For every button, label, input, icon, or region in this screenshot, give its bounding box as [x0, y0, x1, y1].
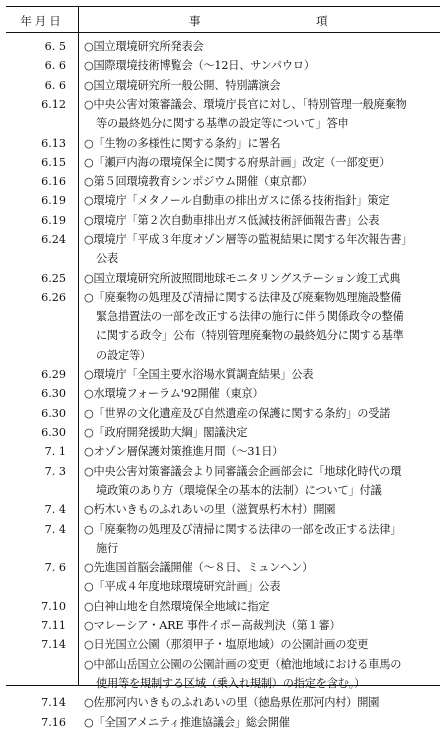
table-row — [6, 172, 440, 191]
table-row — [6, 37, 440, 56]
table-header — [6, 7, 440, 33]
row-date: 6. 6 — [44, 78, 66, 92]
row-event-text: ○日光国立公園（那須甲子・塩原地域）の公園計画の変更 — [84, 638, 369, 652]
table-row — [6, 56, 440, 75]
row-event-text: ○環境庁「平成３年度オゾン層等の監視結果に関する年次報告書」 — [84, 233, 413, 246]
chronology-table — [6, 6, 440, 729]
row-date: 7. 6 — [44, 561, 66, 575]
row-event-text: ○中央公害対策審議会より同審議会企画部会に「地球化時代の環 — [84, 464, 402, 478]
table-row — [6, 365, 440, 384]
row-date: 6.19 — [41, 213, 66, 227]
table-row — [6, 558, 440, 577]
row-date: 7. 4 — [44, 522, 66, 536]
row-event-text: ○オゾン層保護対策推進月間（～31日） — [84, 445, 284, 459]
row-date: 7. 4 — [44, 503, 66, 517]
row-date: 6.29 — [41, 368, 66, 382]
row-event-text: ○「全国アメニティ推進協議会」総会開催 — [84, 715, 290, 729]
header-event-char-1: 事 — [189, 14, 201, 28]
row-event-text: ○先進国首脳会議開催（～８日、ミュンヘン） — [84, 561, 314, 575]
row-event-text: ○国際環境技術博覧会（～12日、サンパウロ） — [84, 59, 315, 73]
row-event-text: ○「廃棄物の処理及び清掃に関する法律の一部を改正する法律」 — [84, 522, 402, 536]
row-event-text: ○「生物の多様性に関する条約」に署名 — [84, 136, 281, 150]
table-row — [6, 616, 440, 635]
row-date: 6.30 — [41, 406, 66, 420]
table-row — [6, 134, 440, 153]
header-date-column: 年月日 — [20, 14, 64, 28]
row-event-text: ○「世界の文化遺産及び自然遺産の保護に関する条約」の受諾 — [84, 406, 391, 420]
table-row — [6, 95, 440, 134]
row-event-text: ○白神山地を自然環境保全地域に指定 — [84, 599, 270, 613]
table-row — [6, 655, 440, 694]
row-date: 6.19 — [41, 194, 66, 208]
row-event-text: ○中央公害対策審議会、環境庁長官に対し、「特別管理一般廃棄物 — [84, 97, 407, 111]
row-event-text: 等の最終処分に関する基準の設定等について」答申 — [96, 117, 349, 131]
row-date: 6.16 — [41, 175, 66, 189]
header-event-char-2: 項 — [316, 14, 328, 28]
table-row — [6, 713, 440, 732]
row-event-text: の設定等） — [96, 348, 151, 362]
row-date: 6.30 — [41, 387, 66, 401]
row-event-text: ○「廃棄物の処理及び清掃に関する法律及び廃棄物処理施設整備 — [84, 290, 402, 304]
row-event-text: ○国立環境研究所波照間地球モニタリングステーション竣工式典 — [84, 271, 401, 285]
row-date: 7. 3 — [44, 464, 66, 478]
table-row — [6, 288, 440, 365]
row-event-text: ○環境庁「全国主要水浴場水質調査結果」公表 — [84, 368, 314, 382]
table-row — [6, 442, 440, 461]
row-date: 6.30 — [41, 426, 66, 439]
table-row — [6, 520, 440, 559]
table-row — [6, 577, 440, 596]
row-date: 6.12 — [41, 97, 66, 111]
row-event-text: 緊急措置法の一部を改正する法律の施行に伴う関係政令の整備 — [96, 310, 404, 324]
row-date: 7.14 — [41, 638, 66, 652]
table-row — [6, 230, 440, 269]
table-row — [6, 597, 440, 616]
row-date — [6, 577, 66, 596]
row-date: 6. 6 — [44, 59, 66, 73]
table-row — [6, 153, 440, 172]
row-event-text: ○国立環境研究所発表会 — [84, 40, 204, 53]
row-event-text: ○水環境フォーラム'92開催（東京） — [84, 387, 264, 401]
row-date: 6. 5 — [44, 40, 66, 53]
chronology-page — [6, 6, 442, 729]
row-event-text: 境政策のあり方（環境保全の基本的法制）について」付議 — [96, 483, 382, 497]
row-event-text: ○朽木いきものふれあいの里（滋賀県朽木村）開園 — [84, 503, 336, 517]
row-event-text: 公表 — [96, 252, 118, 266]
row-date: 6.13 — [41, 136, 66, 150]
row-event-text: に関する政令」公布（特別管理廃棄物の最終処分に関する基準 — [96, 329, 404, 343]
row-date: 6.15 — [41, 155, 66, 169]
table-row — [6, 635, 440, 654]
row-event-text: ○「平成４年度地球環境研究計画」公表 — [84, 580, 281, 594]
row-event-text: ○国立環境研究所一般公開、特別講演会 — [84, 78, 281, 92]
row-event-text: ○佐那河内いきものふれあいの里（徳島県佐那河内村）開園 — [84, 696, 380, 710]
row-event-text: ○「瀬戸内海の環境保全に関する府県計画」改定（一部変更） — [84, 155, 391, 169]
row-date: 6.24 — [41, 233, 66, 246]
table-row — [6, 269, 440, 288]
row-event-text: ○マレーシア・ARE 事件イポー高裁判決（第１審） — [84, 619, 341, 632]
row-date: 7.11 — [41, 619, 66, 632]
row-date: 7. 1 — [44, 445, 66, 459]
table-row — [6, 384, 440, 403]
table-row — [6, 211, 440, 230]
row-event-text: 施行 — [96, 541, 118, 555]
row-event-text: ○「政府開発援助大綱」閣議決定 — [84, 426, 248, 439]
table-row — [6, 462, 440, 501]
row-date — [6, 655, 66, 694]
table-row — [6, 76, 440, 95]
row-date: 7.14 — [41, 696, 66, 710]
row-date: 7.16 — [41, 715, 66, 729]
row-event-text: ○環境庁「第２次自動車排出ガス低減技術評価報告書」公表 — [84, 213, 380, 227]
row-date: 7.10 — [41, 599, 66, 613]
table-row — [6, 500, 440, 519]
row-date: 6.26 — [41, 290, 66, 304]
row-event-text: ○第５回環境教育シンポジウム開催（東京都） — [84, 175, 313, 189]
row-event-text: ○環境庁「メタノール自動車の排出ガスに係る技術指針」策定 — [84, 194, 390, 208]
table-row — [6, 693, 440, 712]
table-row — [6, 423, 440, 442]
row-event-text: 使用等を規制する区域（乗入れ規制）の指定を含む。） — [96, 676, 366, 690]
table-row — [6, 191, 440, 210]
table-row — [6, 404, 440, 423]
row-date: 6.25 — [41, 271, 66, 285]
row-event-text: ○中部山岳国立公園の公園計画の変更（槍池地域における車馬の — [84, 657, 402, 671]
